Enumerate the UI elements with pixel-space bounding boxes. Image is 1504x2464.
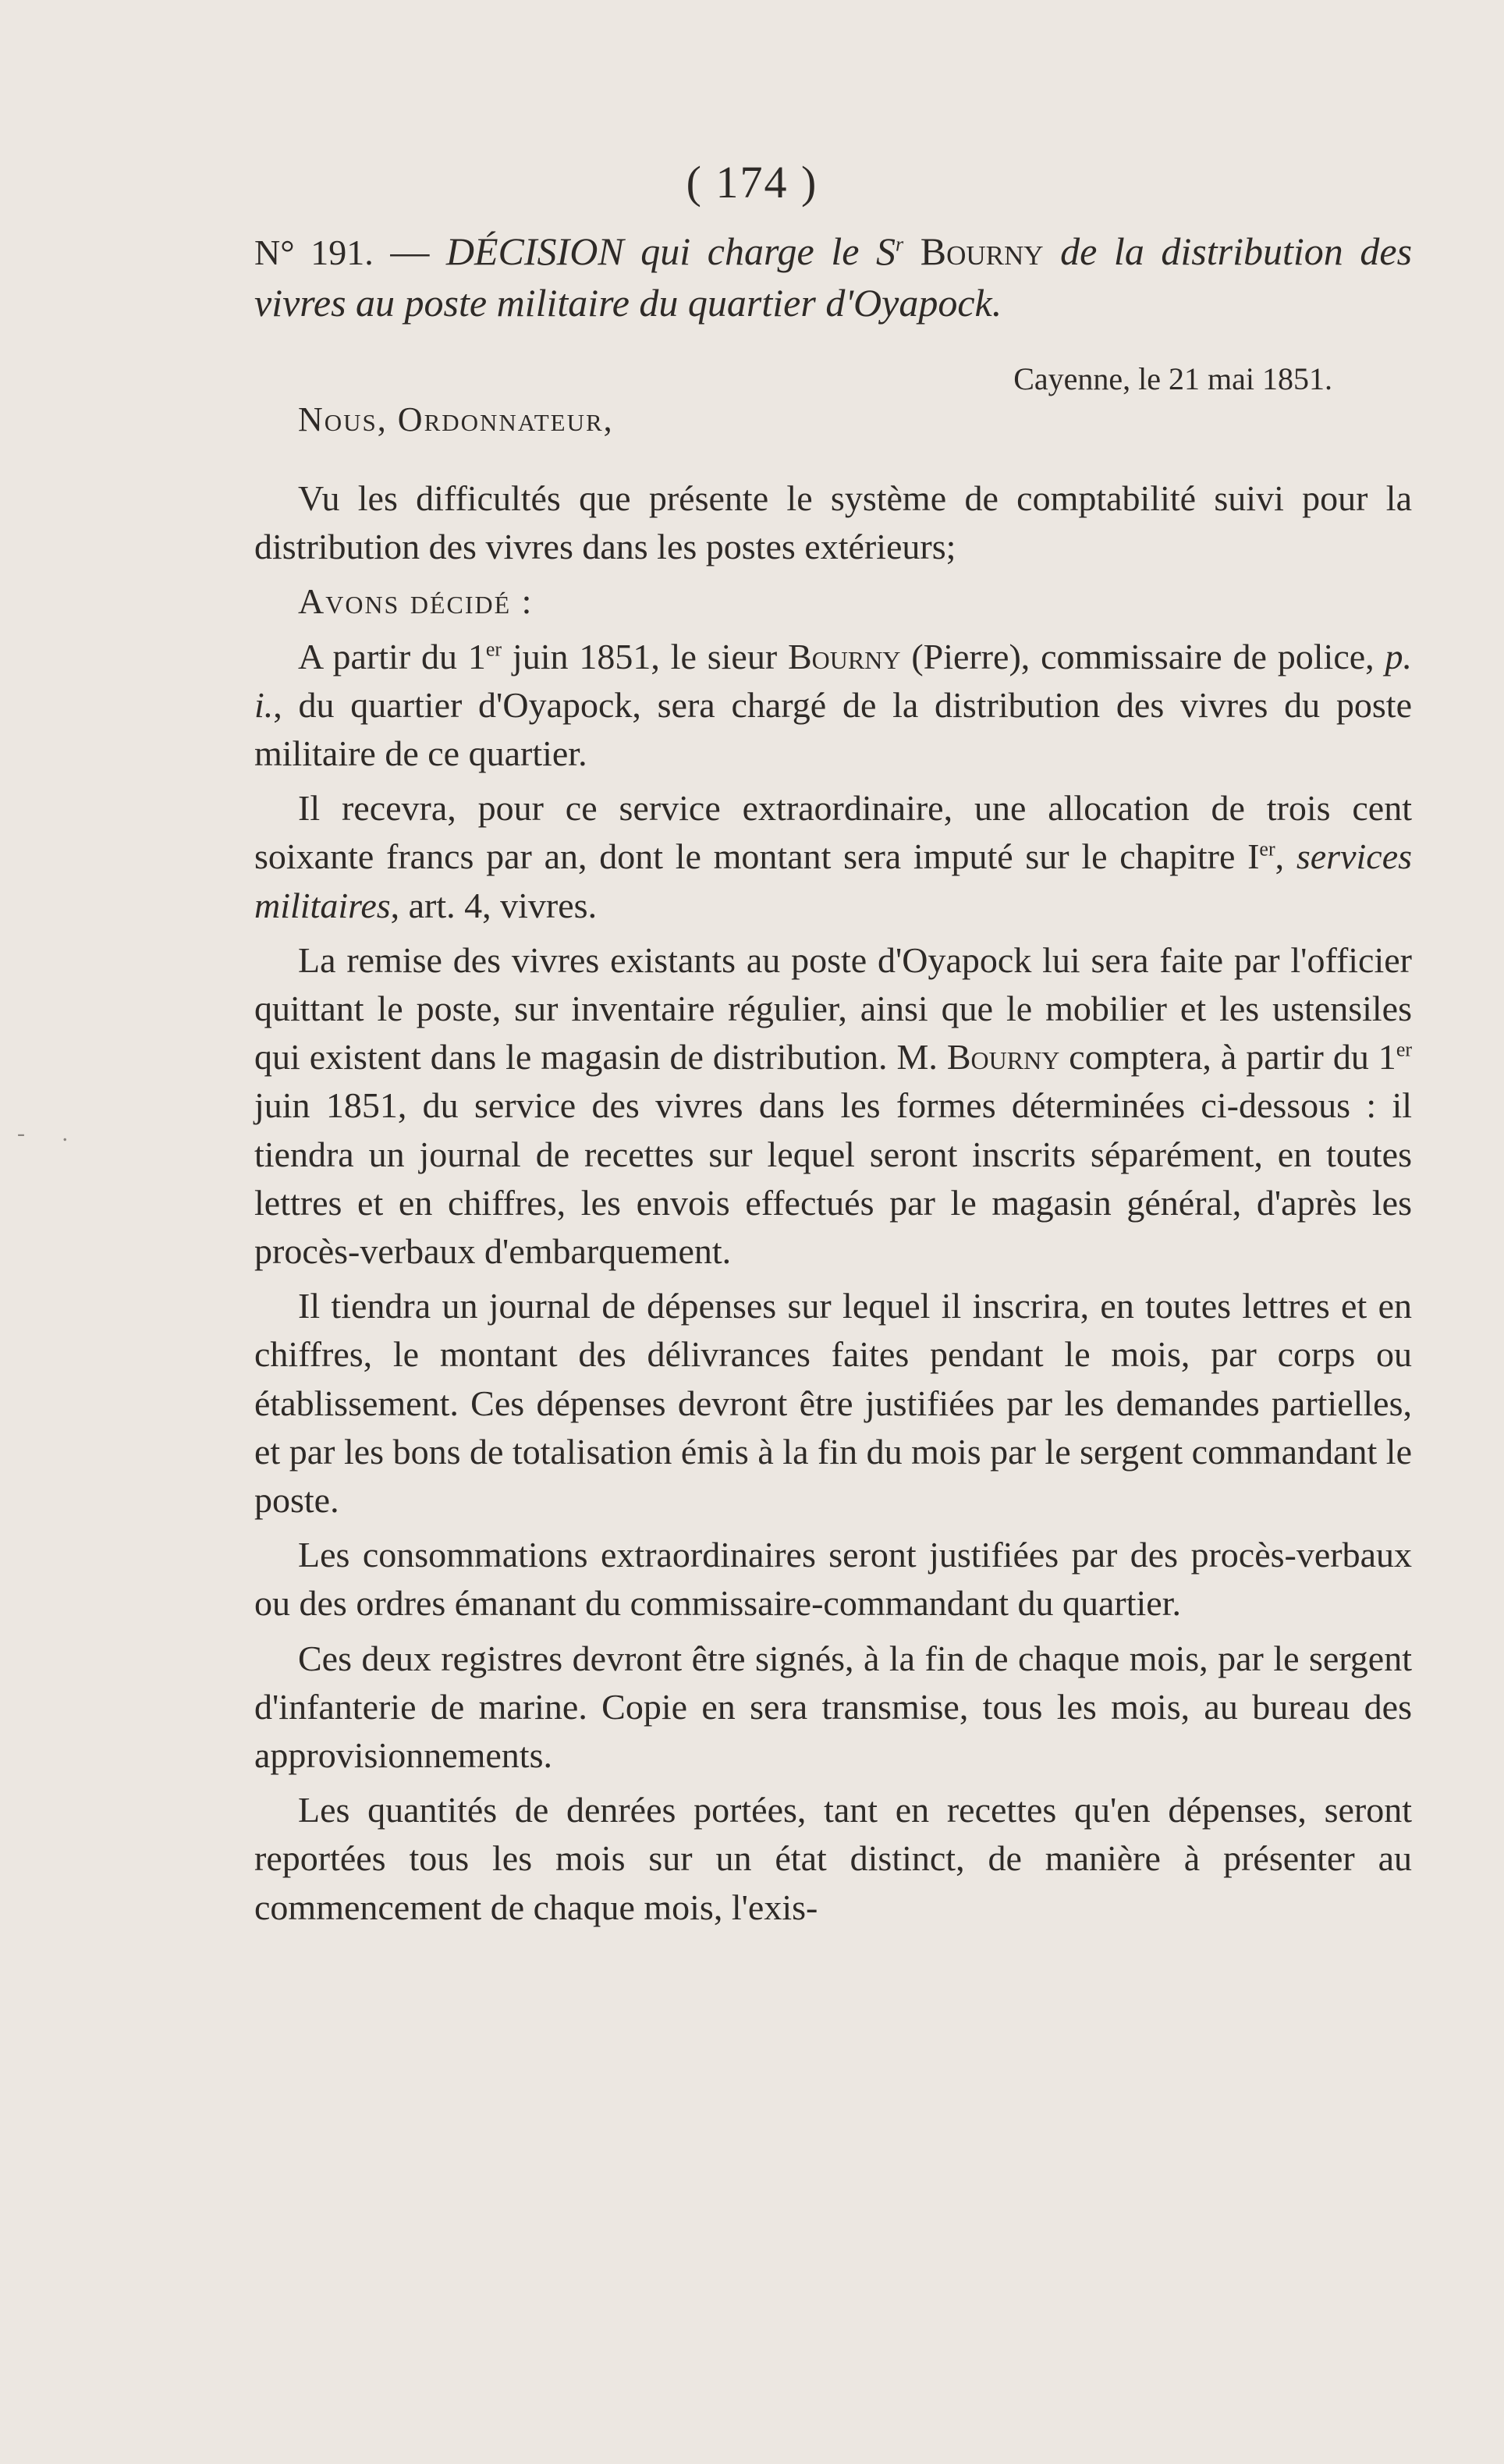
dateline: Cayenne, le 21 mai 1851. — [1013, 361, 1332, 396]
page-number: ( 174 ) — [686, 157, 818, 208]
document-body — [254, 474, 1412, 1932]
decision-heading — [254, 226, 1412, 328]
heading-name: Bourny — [920, 229, 1044, 273]
paragraph: Vu les difficultés que présente le système de comptabilité suivi pour la distribution des vivres dans les postes extérieurs; — [254, 478, 1412, 567]
paragraph: La remise des vivres existants au poste d'Oyapock lui sera faite par l'officier quittant le poste, sur inventaire régulier, ainsi que le mobilier et les ustensiles qui existent dans le magasin de distribution. M. Bourny comptera, à partir du 1er juin 1851, du service des vivres dans les formes déterminées ci-dessous : il tiendra un journal de recettes sur lequel seront inscrits séparément, en toutes lettres et en chiffres, les envois effectués par le magasin général, d'après les procès-verbaux d'embarquement. — [254, 939, 1413, 1272]
paragraph: Ces deux registres devront être signés, à la fin de chaque mois, par le sergent d'infanterie de marine. Copie en sera transmise, tous les mois, au bureau des approvisionnements. — [254, 1638, 1412, 1776]
paragraph: Il recevra, pour ce service extraordinaire, une allocation de trois cent soixante francs par an, dont le montant sera imputé sur le chapitre Ier, services militaires, art. 4, vivres. — [254, 788, 1413, 925]
paragraph: Les consommations extraordinaires seront justifiées par des procès-verbaux ou des ordres émanant du commissaire-commandant du quartier. — [254, 1535, 1412, 1624]
heading-text-continued: de la distribution des vivres au poste militaire du quartier d'Oyapock. — [254, 229, 1413, 325]
decision-title: DÉCISION — [445, 229, 624, 273]
heading-dash: — — [390, 229, 430, 273]
salutation: Nous, Ordonnateur, — [298, 400, 614, 438]
heading-sup: r — [896, 233, 904, 256]
avons-decide: Avons décidé : — [298, 581, 534, 622]
decision-number: N° 191. — [254, 233, 374, 272]
heading-text: qui charge le S — [640, 229, 896, 273]
paragraph: Les quantités de denrées portées, tant en recettes qu'en dépenses, seront reportées tous les mois sur un état distinct, de manière à présenter au commencement de chaque mois, l'exis- — [254, 1790, 1412, 1927]
paragraph: A partir du 1er juin 1851, le sieur Bourny (Pierre), commissaire de police, p. i., du quartier d'Oyapock, sera chargé de la distribution des vivres du poste militaire de ce quartier. — [254, 636, 1412, 774]
margin-mark: - . — [17, 1120, 83, 1146]
paragraph: Il tiendra un journal de dépenses sur lequel il inscrira, en toutes lettres et en chiffres, le montant des délivrances faites pendant le mois, par corps ou établissement. Ces dépenses devront être justifiées par les demandes partielles, et par les bons de totalisation émis à la fin du mois par le sergent commandant le poste. — [254, 1286, 1412, 1521]
